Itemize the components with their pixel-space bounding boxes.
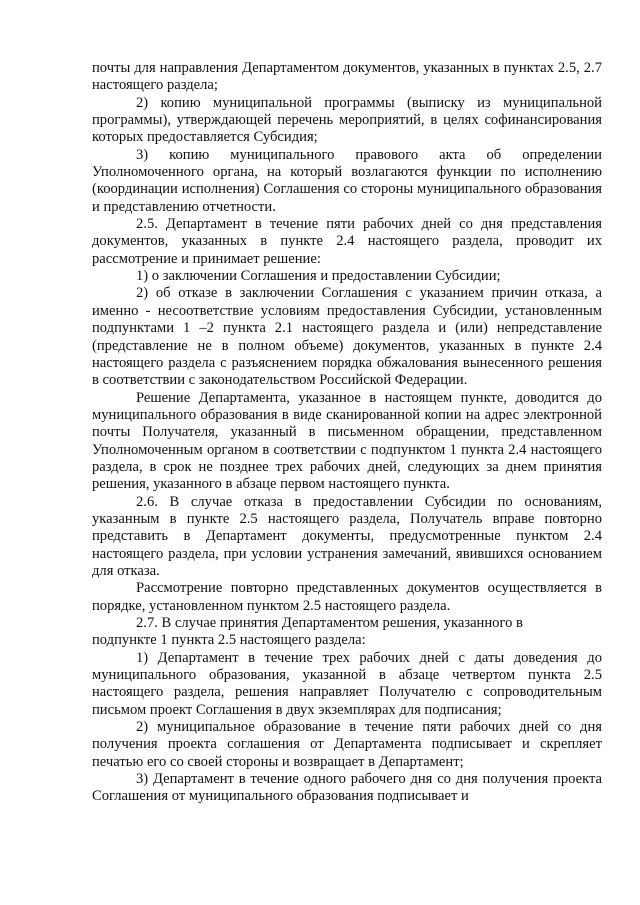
paragraph-municipality-signs: 2) муниципальное образование в течение пяти рабочих дней со дня получения проекта соглашения от Департамента подписывает и скрепляет печатью его со своей стороны и возвращает в Департамент; <box>92 719 602 770</box>
paragraph-clause-2-6: 2.6. В случае отказа в предоставлении Субсидии по основаниям, указанным в пункте 2.5 настоящего раздела, Получатель вправе повторно представить в Департамент документы, предусмотренные пунктом 2.4 настоящего раздела, при условии устранения замечаний, явившихся основанием для отказа. <box>92 493 602 579</box>
paragraph-email-continuation: почты для направления Департаментом документов, указанных в пунктах 2.5, 2.7 настоящего раздела; <box>92 60 602 94</box>
paragraph-clause-2-7-continuation: подпункте 1 пункта 2.5 настоящего раздела: <box>92 632 366 649</box>
paragraph-program-copy: 2) копию муниципальной программы (выписку из муниципальной программы), утверждающей перечень мероприятий, в целях софинансирования которых предоставляется Субсидия; <box>92 94 602 146</box>
paragraph-department-sends-draft: 1) Департамент в течение трех рабочих дней с даты доведения до муниципального образования, указанной в абзаце четвертом пункта 2.5 настоящего раздела, решения направляет Получателю с сопроводительным письмом проект Соглашения в двух экземплярах для подписания; <box>92 649 602 718</box>
paragraph-decision-refuse: 2) об отказе в заключении Соглашения с указанием причин отказа, а именно - несоответствие условиям предоставления Субсидии, установленным подпунктами 1 –2 пункта 2.1 настоящего раздела и (или) непредставление (представление не в полном объеме) документов, указанных в пункте 2.4 настоящего раздела с разъяснением порядка обжалования вынесенного решения в соответствии с законодательством Российской Федерации. <box>92 285 602 389</box>
paragraph-clause-2-5: 2.5. Департамент в течение пяти рабочих дней со дня представления документов, указанных в пункте 2.4 настоящего раздела, проводит их рассмотрение и принимает решение: <box>92 216 602 267</box>
paragraph-department-signs: 3) Департамент в течение одного рабочего дня со дня получения проекта Соглашения от муниципального образования подписывает и <box>92 771 602 805</box>
paragraph-clause-2-7: 2.7. В случае принятия Департаментом решения, указанного в <box>136 615 523 631</box>
paragraph-decision-conclude: 1) о заключении Соглашения и предоставлении Субсидии; <box>136 268 501 285</box>
paragraph-decision-notification: Решение Департамента, указанное в настоящем пункте, доводится до муниципального образования в виде сканированной копии на адрес электронной почты Получателя, указанный в письменном обращении, представленном Уполномоченным органом в соответствии с подпунктом 1 пункта 2.4 настоящего раздела, в срок не позднее трех рабочих дней, следующих за днем принятия решения, указанного в абзаце первом настоящего пункта. <box>92 389 602 493</box>
paragraph-legal-act-copy: 3) копию муниципального правового акта об определении Уполномоченного органа, на который возлагаются функции по исполнению (координации исполнения) Соглашения со стороны муниципального образования и представлению отчетности. <box>92 146 602 215</box>
paragraph-resubmission: Рассмотрение повторно представленных документов осуществляется в порядке, установленном пунктом 2.5 настоящего раздела. <box>92 580 602 614</box>
document-body <box>92 60 602 806</box>
